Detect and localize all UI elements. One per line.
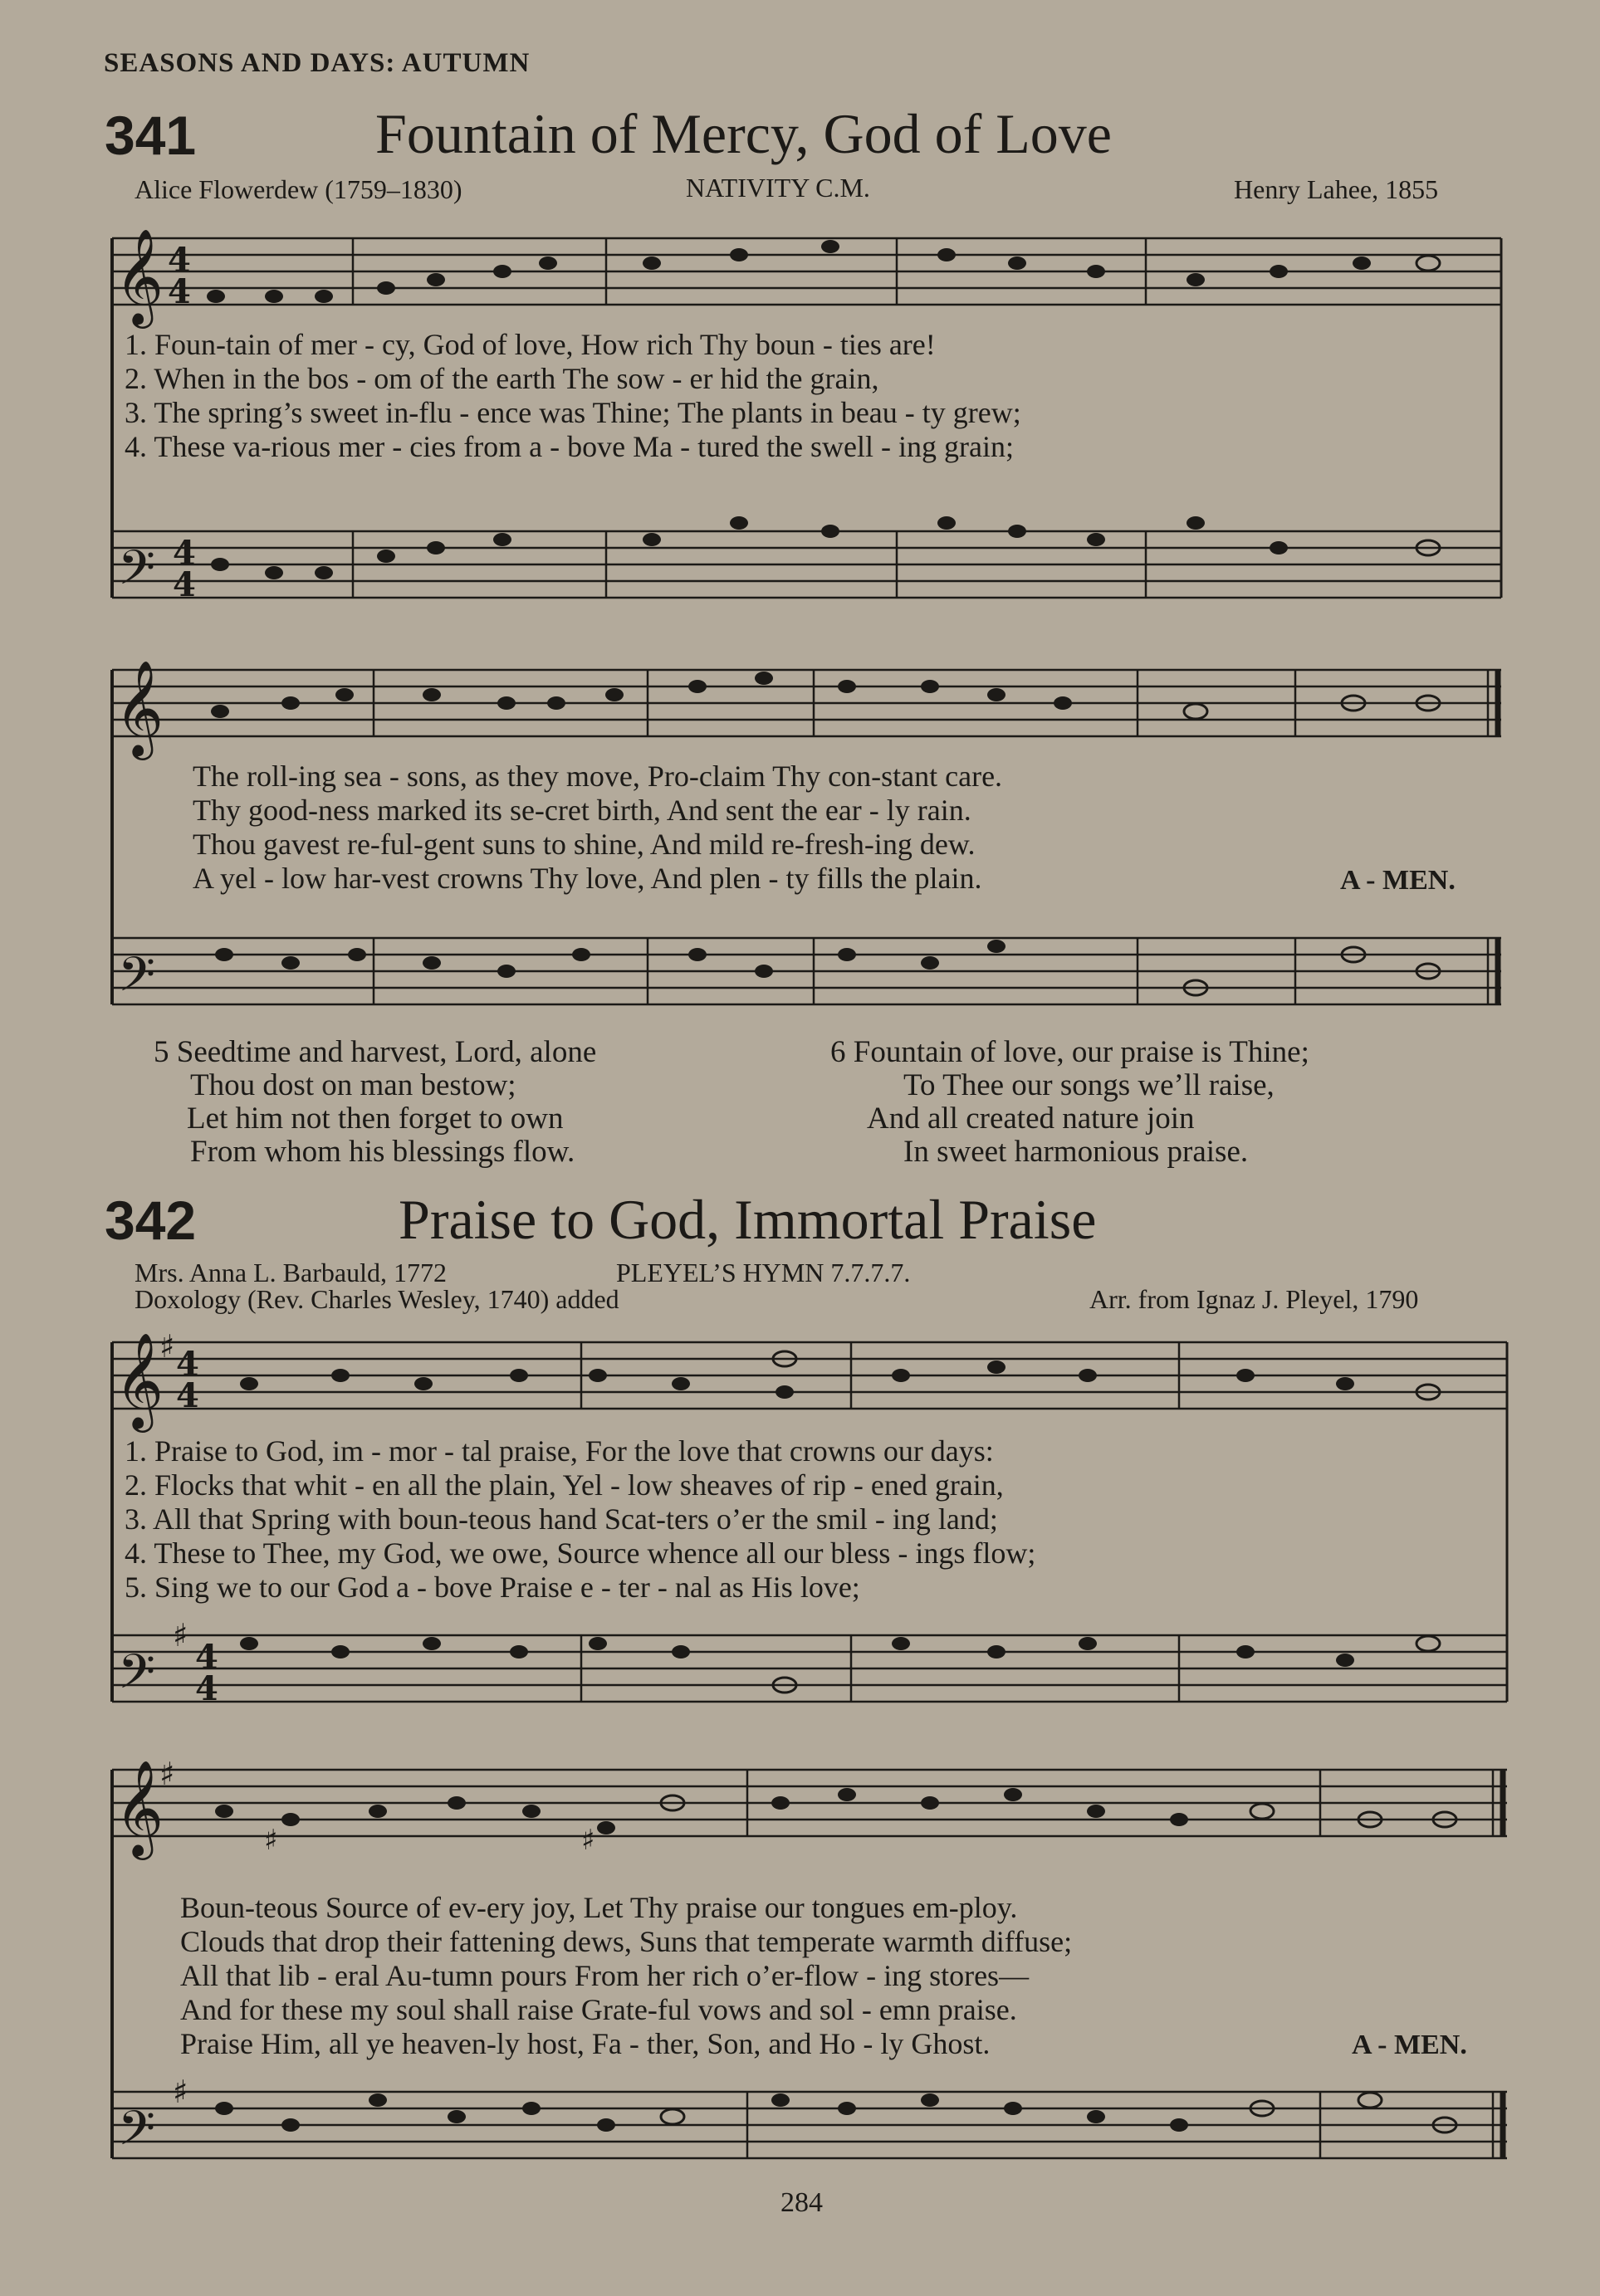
verse-line: The roll-ing sea - sons, as they move, Pro-claim Thy con-stant care. xyxy=(193,760,1003,793)
svg-text:𝄞: 𝄞 xyxy=(115,659,164,756)
verse-line: 1. Foun-tain of mer - cy, God of love, How rich Thy boun - ties are! xyxy=(125,328,936,361)
stanza-line: From whom his blessings flow. xyxy=(190,1135,575,1169)
verse-line: 2. When in the bos - om of the earth The sow - er hid the grain, xyxy=(125,362,879,395)
svg-text:𝄞: 𝄞 xyxy=(115,1331,164,1429)
verse-line: All that lib - eral Au-tumn pours From her rich o’er-flow - ing stores— xyxy=(180,1959,1030,1992)
hymn-341-amen: A - MEN. xyxy=(1340,865,1456,896)
svg-text:4: 4 xyxy=(173,565,196,604)
stanza-line: To Thee our songs we’ll raise, xyxy=(903,1068,1275,1102)
svg-text:𝄢: 𝄢 xyxy=(118,540,156,608)
verse-line: 3. All that Spring with boun-teous hand Scat-ters o’er the smil - ing land; xyxy=(125,1502,998,1536)
verse-line: A yel - low har-vest crowns Thy love, And plen - ty fills the plain. xyxy=(193,862,982,895)
hymn-341-stanza-6 xyxy=(830,1036,1309,1169)
svg-text:𝄞: 𝄞 xyxy=(115,227,164,325)
svg-text:♯: ♯ xyxy=(173,2074,188,2110)
svg-text:♯: ♯ xyxy=(173,1617,188,1654)
svg-text:♯: ♯ xyxy=(159,1756,175,1792)
svg-text:4: 4 xyxy=(173,534,196,573)
hymn-342-doxology: Doxology (Rev. Charles Wesley, 1740) added xyxy=(135,1284,619,1314)
hymn-341-composer: Henry Lahee, 1855 xyxy=(1234,174,1439,204)
stanza-line: Let him not then forget to own xyxy=(187,1102,564,1136)
stanza-line: And all created nature join xyxy=(867,1102,1195,1136)
hymn-342-verses-line-2 xyxy=(180,1891,1072,2061)
svg-text:4: 4 xyxy=(195,1638,218,1677)
verse-line: Praise Him, all ye heaven-ly host, Fa - ther, Son, and Ho - ly Ghost. xyxy=(180,2027,991,2060)
verse-line: 4. These va-rious mer - cies from a - bove Ma - tured the swell - ing grain; xyxy=(125,430,1014,463)
svg-text:𝄢: 𝄢 xyxy=(118,1644,156,1712)
hymn-342-number: 342 xyxy=(105,1190,197,1251)
hymn-342-title: Praise to God, Immortal Praise xyxy=(399,1188,1097,1251)
hymn-341-stanza-5 xyxy=(154,1036,596,1169)
hymn-342-composer: Arr. from Ignaz J. Pleyel, 1790 xyxy=(1089,1284,1419,1314)
verse-line: 3. The spring’s sweet in-flu - ence was Thine; The plants in beau - ty grew; xyxy=(125,396,1021,429)
verse-line: Boun-teous Source of ev-ery joy, Let Thy praise our tongues em-ploy. xyxy=(180,1891,1018,1924)
svg-text:𝄞: 𝄞 xyxy=(115,1759,164,1856)
verse-line: 2. Flocks that whit - en all the plain, Yel - low sheaves of rip - ened grain, xyxy=(125,1468,1004,1502)
svg-text:𝄢: 𝄢 xyxy=(118,946,156,1014)
verse-line: Thou gavest re-ful-gent suns to shine, And mild re-fresh-ing dew. xyxy=(193,828,976,861)
svg-text:4: 4 xyxy=(176,1376,199,1415)
hymn-342-amen: A - MEN. xyxy=(1352,2030,1467,2060)
stanza-line: In sweet harmonious praise. xyxy=(903,1135,1249,1169)
hymn-342-author: Mrs. Anna L. Barbauld, 1772 xyxy=(135,1258,447,1287)
stanza-line: 5 Seedtime and harvest, Lord, alone xyxy=(154,1035,597,1069)
svg-text:4: 4 xyxy=(168,272,191,311)
verse-line: And for these my soul shall raise Grate-ful vows and sol - emn praise. xyxy=(180,1993,1017,2026)
svg-text:𝄢: 𝄢 xyxy=(118,2100,156,2168)
svg-text:♯: ♯ xyxy=(264,1824,278,1857)
verse-line: Thy good-ness marked its se-cret birth, And sent the ear - ly rain. xyxy=(193,794,971,827)
verse-line: 4. These to Thee, my God, we owe, Source whence all our bless - ings flow; xyxy=(125,1536,1036,1570)
section-heading: SEASONS AND DAYS: AUTUMN xyxy=(104,48,531,78)
verse-line: Clouds that drop their fattening dews, Suns that temperate warmth diffuse; xyxy=(180,1925,1073,1958)
stanza-line: Thou dost on man bestow; xyxy=(190,1068,516,1102)
stanza-line: 6 Fountain of love, our praise is Thine; xyxy=(830,1035,1309,1069)
svg-text:4: 4 xyxy=(168,241,191,280)
svg-text:4: 4 xyxy=(176,1345,199,1384)
hymn-341-verses-line-2 xyxy=(193,760,1002,896)
svg-text:♯: ♯ xyxy=(581,1824,595,1857)
verse-line: 1. Praise to God, im - mor - tal praise, For the love that crowns our days: xyxy=(125,1434,994,1468)
hymn-342-verses-line-1 xyxy=(125,1434,1035,1605)
hymn-341-author: Alice Flowerdew (1759–1830) xyxy=(135,174,462,204)
verse-line: 5. Sing we to our God a - bove Praise e - ter - nal as His love; xyxy=(125,1571,860,1604)
hymn-341-number: 341 xyxy=(105,105,197,166)
hymn-341-title: Fountain of Mercy, God of Love xyxy=(375,102,1112,165)
hymn-341-tune: NATIVITY C.M. xyxy=(686,173,870,203)
svg-text:4: 4 xyxy=(195,1669,218,1708)
hymn-341-verses-line-1 xyxy=(125,328,1021,464)
hymn-342-tune: PLEYEL’S HYMN 7.7.7.7. xyxy=(616,1258,911,1287)
page-number: 284 xyxy=(780,2187,823,2218)
svg-text:♯: ♯ xyxy=(159,1328,175,1365)
